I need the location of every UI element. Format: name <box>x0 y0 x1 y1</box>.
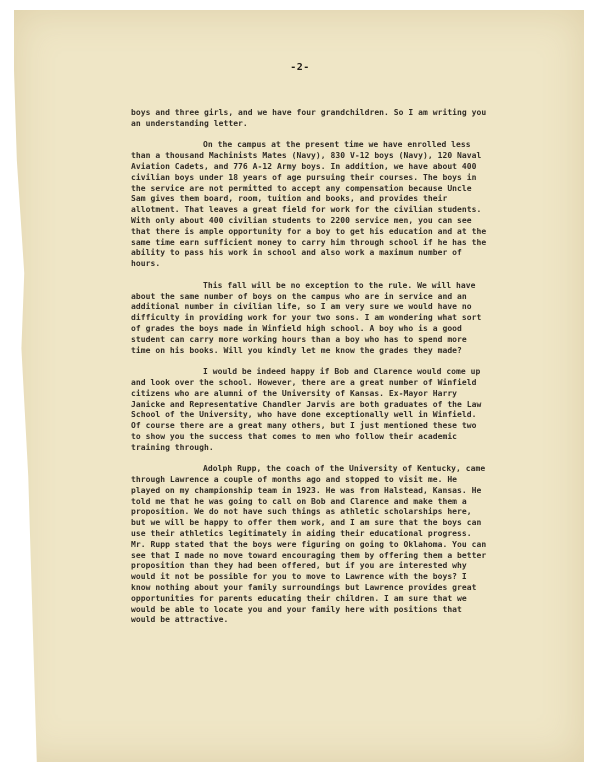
paragraph-adolph-rupp: Adolph Rupp, the coach of the University of Kentucky, came through Lawrence a couple of months ago and stopped to visit me. He played on my championship team in 1923. He was from Halstead, Kansas. He told me that he was going to call on Bob and Clarence and make them a proposition. We do not have such things as athletic scholarships here, but we will be happy to offer them work, and I am sure that the boys can use their athletics legitimately in aiding their educational progress. Mr. Rupp stated that the boys were figuring on going to Oklahoma. You can see that I made no move toward encouraging them by offering them a better proposition than they had been offered, but if you are interested why would it not be possible for you to move to Lawrence with the boys? I know nothing about your family surroundings but Lawrence provides great opportunities for parents educating their children. I am sure that we would be able to locate you and your family here with positions that would be attractive. <box>131 464 492 625</box>
paragraph-campus-enrollment: On the campus at the present time we have enrolled less than a thousand Machinists Mates (Navy), 830 V-12 boys (Navy), 120 Naval Aviation Cadets, and 776 A-12 Army boys. In addition, we have about 400 civilian boys under 18 years of age pursuing their courses. The boys in the service are not permitted to accept any compensation because Uncle Sam gives them board, room, tuition and books, and provides their allotment. That leaves a great field for work for the civilian students. With only about 400 civilian students to 2200 service men, you can see that there is ample opportunity for a boy to get his education and at the same time earn sufficient money to carry him through school if he has the ability to pass his work in school and also work a maximum number of hours. <box>131 140 492 269</box>
paragraph-continuation: boys and three girls, and we have four grandchildren. So I am writing you an understanding letter. <box>131 108 492 128</box>
paragraph-fall-work: This fall will be no exception to the rule. We will have about the same number of boys on the campus who are in service and an additional number in civilian life, so I am very sure we would have no difficulty in providing work for your two sons. I am wondering what sort of grades the boys made in Winfield high school. A boy who is a good student can carry more working hours than a boy who has to spend more time on his books. Will you kindly let me know the grades they made? <box>131 280 487 355</box>
paragraph-winfield-alumni: I would be indeed happy if Bob and Clarence would come up and look over the school. However, there are a great number of Winfield citizens who are alumni of the University of Kansas. Ex-Mayor Harry Janicke and Representative Chandler Jarvis are both graduates of the Law School of the University, who have done exceptionally well in Winfield. Of course there are a great many others, but I just mentioned these two to show you the success that comes to men who follow their academic training through. <box>131 367 487 452</box>
page-number: -2- <box>290 62 310 73</box>
letter-body <box>131 108 491 637</box>
